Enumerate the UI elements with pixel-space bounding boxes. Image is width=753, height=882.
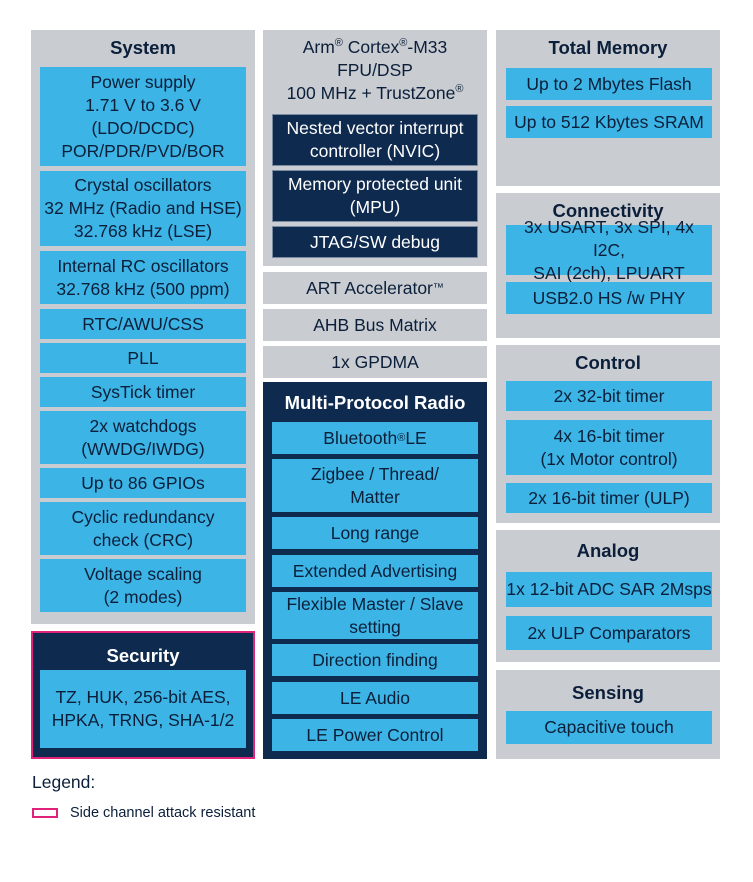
cpu-line1-cortex: Cortex <box>342 37 400 57</box>
cpu-frequency-label <box>263 82 487 105</box>
comparators-block: 2x ULP Comparators <box>506 616 712 650</box>
sram-block: Up to 512 Kbytes SRAM <box>506 106 712 138</box>
adc-block: 1x 12-bit ADC SAR 2Msps <box>506 572 712 607</box>
ahb-bus-matrix-block: AHB Bus Matrix <box>263 309 487 341</box>
rtc-awu-css-block: RTC/AWU/CSS <box>40 309 246 339</box>
cpu-line3: 100 MHz + TrustZone <box>286 83 456 103</box>
system-title: System <box>110 37 176 58</box>
internal-rc-oscillators-block: Internal RC oscillators 32.768 kHz (500 ppm) <box>40 251 246 304</box>
control-title: Control <box>575 352 641 373</box>
voltage-scaling-block: Voltage scaling (2 modes) <box>40 559 246 612</box>
capacitive-touch-block: Capacitive touch <box>506 711 712 744</box>
power-supply-block: Power supply 1.71 V to 3.6 V (LDO/DCDC) POR/PDR/PVD/BOR <box>40 67 246 166</box>
registered-mark: ® <box>334 37 343 50</box>
usb-block: USB2.0 HS /w PHY <box>506 282 712 314</box>
crc-block: Cyclic redundancy check (CRC) <box>40 502 246 555</box>
art-accelerator-block: ART Accelerator ™ <box>263 272 487 304</box>
registered-mark: ® <box>455 83 464 96</box>
le-audio-block: LE Audio <box>272 682 478 714</box>
le-power-control-block: LE Power Control <box>272 719 478 751</box>
flexible-master-slave-block: Flexible Master / Slave setting <box>272 592 478 639</box>
32bit-timer-block: 2x 32-bit timer <box>506 381 712 411</box>
16bit-timer-block: 4x 16-bit timer (1x Motor control) <box>506 420 712 475</box>
legend-label: Side channel attack resistant <box>70 805 256 821</box>
security-title: Security <box>106 645 180 666</box>
mpu-block: Memory protected unit (MPU) <box>272 170 478 222</box>
nvic-block: Nested vector interrupt controller (NVIC) <box>272 114 478 166</box>
connectivity-title: Connectivity <box>552 200 664 221</box>
bluetooth-le-block: Bluetooth ® LE <box>272 422 478 454</box>
legend-title: Legend: <box>32 772 96 792</box>
legend-swatch <box>32 808 58 818</box>
memory-title: Total Memory <box>548 37 668 58</box>
registered-mark: ® <box>399 37 408 50</box>
analog-title: Analog <box>576 540 640 561</box>
serial-interfaces-block: 3x USART, 3x SPI, 4x I2C, SAI (2ch), LPUART <box>506 225 712 275</box>
sensing-title: Sensing <box>572 682 644 703</box>
gpios-block: Up to 86 GPIOs <box>40 468 246 498</box>
cpu-line1-m33: -M33 <box>407 37 448 57</box>
radio-title: Multi-Protocol Radio <box>284 392 466 413</box>
gpdma-block: 1x GPDMA <box>263 346 487 378</box>
crystal-oscillators-block: Crystal oscillators 32 MHz (Radio and HSE) 32.768 kHz (LSE) <box>40 171 246 246</box>
long-range-block: Long range <box>272 517 478 549</box>
cpu-fpu-label: FPU/DSP <box>337 60 413 80</box>
cpu-core-label <box>263 36 487 59</box>
direction-finding-block: Direction finding <box>272 644 478 676</box>
jtag-sw-debug-block: JTAG/SW debug <box>272 226 478 258</box>
bluetooth-le-suffix: LE <box>405 427 427 448</box>
pll-block: PLL <box>40 343 246 373</box>
systick-timer-block: SysTick timer <box>40 377 246 407</box>
watchdogs-block: 2x watchdogs (WWDG/IWDG) <box>40 411 246 464</box>
security-features-block: TZ, HUK, 256-bit AES, HPKA, TRNG, SHA-1/2 <box>40 670 246 748</box>
art-accelerator-label: ART Accelerator <box>306 277 433 298</box>
flash-block: Up to 2 Mbytes Flash <box>506 68 712 100</box>
cpu-line1-arm: Arm <box>302 37 335 57</box>
zigbee-thread-matter-block: Zigbee / Thread/ Matter <box>272 459 478 512</box>
bluetooth-label: Bluetooth <box>323 427 398 448</box>
extended-advertising-block: Extended Advertising <box>272 555 478 587</box>
16bit-ulp-timer-block: 2x 16-bit timer (ULP) <box>506 483 712 513</box>
